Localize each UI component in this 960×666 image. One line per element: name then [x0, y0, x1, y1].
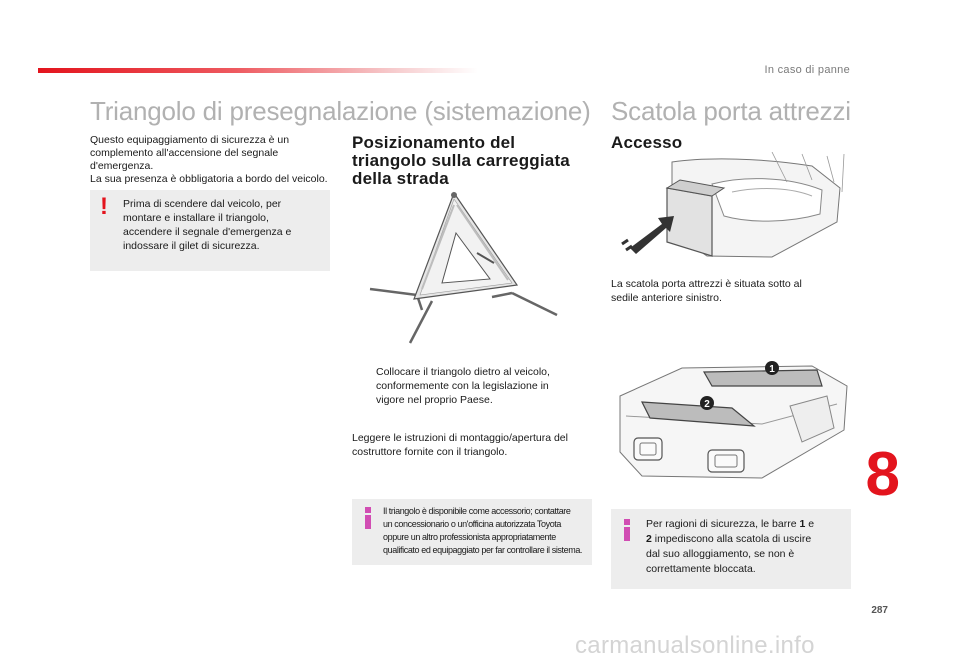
- info-text-accessory: Il triangolo è disponibile come accessorio; contattare un concessionario o un'officina autorizzata Toyota oppure un altro professionista appropriatamente qualificato ed equipaggiato per far controllare il sistema.: [383, 506, 583, 555]
- seat-access-illustration: [612, 152, 852, 262]
- section-label: In caso di panne: [764, 64, 850, 76]
- info-text-bars: Per ragioni di sicurezza, le barre 1 e 2 impediscono alla scatola di uscire dal suo alloggiamento, se non è correttamente bloccata.: [646, 518, 815, 575]
- exclamation-icon: !: [100, 193, 108, 220]
- bullet-icon: [352, 365, 366, 407]
- page-number: 287: [871, 605, 888, 616]
- intro-paragraph: Questo equipaggiamento di sicurezza è un complemento all'accensione del segnale d'emergenza. La sua presenza è obbligatoria a bordo del veicolo.: [90, 134, 328, 185]
- callout-2: 2: [704, 399, 710, 410]
- warning-triangle-illustration: [362, 185, 572, 350]
- info-icon: [624, 519, 630, 541]
- page-title-toolbox: Scatola porta attrezzi: [611, 96, 851, 126]
- read-instructions-paragraph: Leggere le istruzioni di montaggio/apertura del costruttore fornite con il triangolo.: [352, 432, 568, 458]
- watermark: carmanualsonline.info: [575, 632, 815, 659]
- info-icon: [365, 507, 371, 529]
- triangle-position-heading: Posizionamento del triangolo sulla carreggiata della strada: [352, 133, 570, 188]
- page-title-triangle: Triangolo di presegnalazione (sistemazione): [90, 96, 591, 126]
- chapter-number: 8: [865, 440, 900, 509]
- toolbox-illustration: [612, 356, 852, 486]
- access-heading: Accesso: [611, 133, 683, 152]
- header-accent-bar: [38, 68, 478, 73]
- info-box-bars: [611, 509, 851, 589]
- step-item: Collocare il triangolo dietro al veicolo, conformemente con la legislazione in vigore nel proprio Paese.: [352, 365, 592, 407]
- callout-1: 1: [769, 364, 775, 375]
- info-box-accessory: [352, 499, 592, 565]
- toolbox-location-paragraph: La scatola porta attrezzi è situata sotto al sedile anteriore sinistro.: [611, 278, 802, 304]
- warning-box: [90, 190, 330, 271]
- warning-text: Prima di scendere dal veicolo, per montare e installare il triangolo, accendere il segnale d'emergenza e indossare il gilet di sicurezza.: [123, 198, 292, 252]
